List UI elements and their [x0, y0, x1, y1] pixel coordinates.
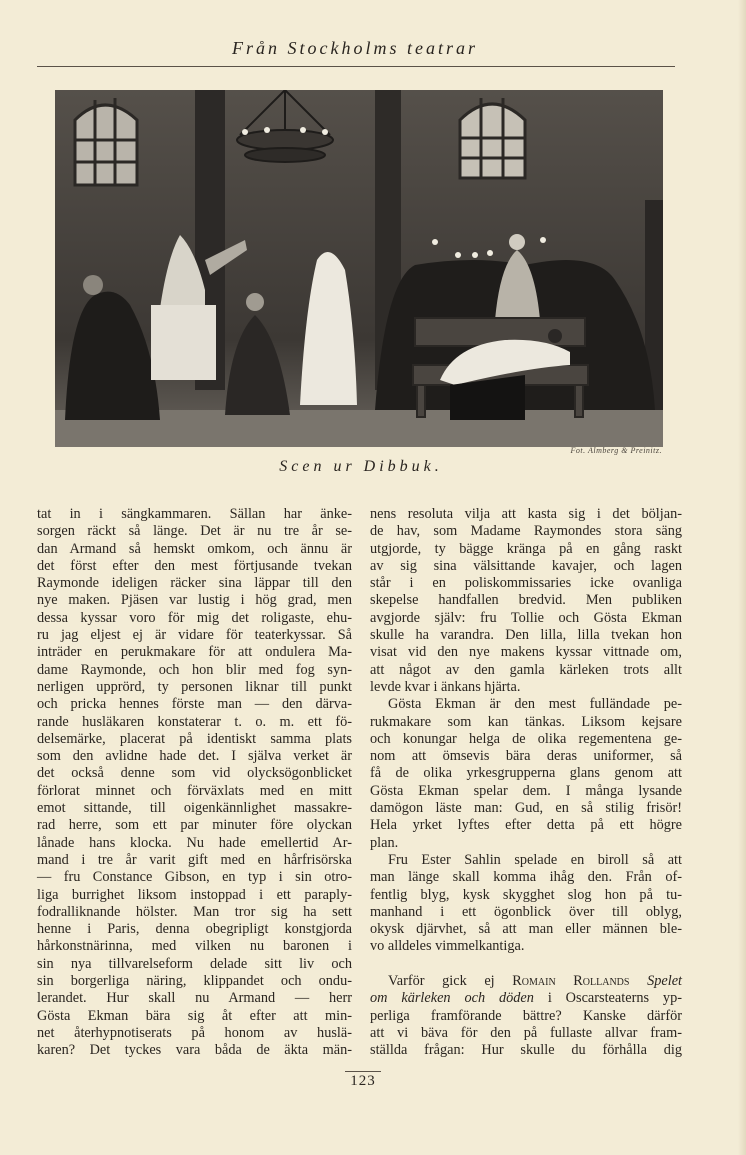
text-line: avgjorde själv: fru Tollie och Gösta Ekman [370, 609, 682, 626]
text-line: visat vid den nye makens kyssar vittnade om, [370, 644, 682, 661]
text-line: damögon läste man: Gud, en så stilig frisör! [370, 800, 682, 817]
author-name: Romain Rollands [512, 973, 630, 990]
text-span: Varför gick ej [388, 973, 513, 990]
text-line: Gösta Ekman är den mest fulländade pe- [388, 696, 682, 713]
header-rule [37, 66, 675, 67]
text-line: okysk djärvhet, så att man eller männen ble- [370, 921, 682, 938]
text-line: att något av den gamla kärleken trots allt [370, 661, 682, 678]
text-line [370, 990, 682, 1007]
text-line: Gösta Ekman bära sig åt efter att min- [37, 1007, 352, 1024]
text-line: vo alldeles vimmelkantiga. [370, 938, 525, 955]
photo-credit: Fot. Almberg & Preinitz. [570, 446, 662, 455]
text-line: utgjorde, ty bägge kränga på en gång raskt [370, 540, 682, 557]
text-line: som den avlidne hade det. I själva verket är [37, 748, 352, 765]
text-line: man länge skall komma ihåg den. Från of- [370, 869, 682, 886]
text-line: ru jag eljest ej är vidare för teaterkyssar. Så [37, 627, 352, 644]
text-line: henne i Paris, denna obegripligt konstgjorda [37, 921, 352, 938]
text-line: sin nya tillvarelseform delade sitt liv och [37, 955, 352, 972]
text-line: skulle ha varandra. Den lilla, lilla tvekan hon [370, 627, 682, 644]
text-line: karen? Det tyckes vara båda de äkta män- [37, 1042, 352, 1059]
text-line: fodralliknande hölster. Man tror sig ha sett [37, 903, 352, 920]
text-line: nom att ömsevis bära deras uniformer, så [370, 748, 682, 765]
work-title: Spelet [647, 973, 683, 990]
text-line: lånade hans klocka. Nu hade emellertid Ar- [37, 834, 352, 851]
text-line: dessa kyssar voro för mig det roligaste, ehu- [37, 609, 352, 626]
text-line: det först efter den mest förtjusande tvekan [37, 557, 352, 574]
text-column-left [37, 506, 352, 1060]
text-line: nye maken. Pjäsen var lustig i hög grad, men [37, 592, 352, 609]
text-line: perliga framförande bättre? Kanske därför [370, 1007, 682, 1024]
stage-scene-image [55, 90, 663, 447]
text-line: Raymonde ideligen räcker sina läppar till den [37, 575, 352, 592]
text-line: inträder en perukmakare för att ondulera Ma- [37, 644, 352, 661]
text-column-right [370, 506, 682, 1060]
paragraph-gap [370, 956, 682, 973]
text-line: Hela yrket lyftes efter detta på ett högre [370, 817, 682, 834]
text-line: av sig sina välsittande kavajer, och lagen [370, 557, 682, 574]
text-line: dame Raymonde, och hon blir med fog syn- [37, 661, 352, 678]
text-span [629, 973, 647, 989]
text-line: hårkonstnärinna, med vilken nu baronen i [37, 938, 352, 955]
text-line: delsemärke, placerat på identiskt samma plats [37, 730, 352, 747]
window-left [75, 98, 137, 185]
text-line: sorgen räckt så länge. Det är nu tre år se- [37, 523, 352, 540]
page-number-rule [345, 1071, 381, 1072]
text-line: det också denne som vid olycksögonblicket [37, 765, 352, 782]
page-number: 123 [350, 1073, 376, 1089]
text-line: och pricka hennes förste man — den därva- [37, 696, 352, 713]
text-line: tat in i sängkammaren. Sällan har änke- [37, 506, 352, 522]
text-line: liga burrighet liksom instoppad i ett paraply- [37, 886, 352, 903]
text-line: dan Armand så hemskt omkom, och ännu är [37, 540, 352, 557]
text-line: står i en poliskommissaries icke ovanliga [370, 575, 682, 592]
text-line: manhand i ett ögonblick över till oblyg, [370, 903, 682, 920]
text-line: rad herre, som ett par minuter före olyckan [37, 817, 352, 834]
text-line: och konungar helga de olika regementena ge- [370, 730, 682, 747]
text-line: de hav, som Madame Raymondes stora säng [370, 523, 682, 540]
text-line: sin borgerliga näring, klippandet och ondu- [37, 973, 352, 990]
page-edge [738, 0, 746, 1155]
text-line: förlorat minnet och förväxlats med en mitt [37, 782, 352, 799]
text-line: levde kvar i änkans hjärta. [370, 678, 521, 695]
text-line: — fru Constance Gibson, en typ i sin otro- [37, 869, 352, 886]
stage-photo [55, 90, 663, 447]
text-line: rande husläkaren konstaterar t. o. m. ett fö- [37, 713, 352, 730]
text-line: mand i tre år varit gift med en hårfrisörska [37, 851, 352, 868]
text-line: skepelse handfallen bredvid. Men publiken [370, 592, 682, 609]
text-line: net återhypnotiserats på honom av huslä- [37, 1024, 352, 1041]
text-line: att vi bäva för den på fullaste allvar fram- [370, 1024, 682, 1041]
text-line [370, 973, 682, 990]
text-line: nens resoluta vilja att kasta sig i det böljan- [370, 506, 682, 522]
text-line: Fru Ester Sahlin spelade en biroll så att [388, 851, 682, 868]
text-line: lerandet. Hur skall nu Armand — herr [37, 990, 352, 1007]
photo-caption: Scen ur Dibbuk. [279, 458, 443, 475]
text-line: Gösta Ekman spelar dem. I många lysande [370, 782, 682, 799]
text-line: nerligen upprörd, ty personen liknar till punkt [37, 678, 352, 695]
text-line: plan. [370, 834, 399, 851]
work-title: om kärleken och döden [370, 990, 534, 1007]
text-line: ställda frågan: Hur skulle du förhålla dig [370, 1042, 682, 1059]
text-line: få de olika yrkesgrupperna glans genom att [370, 765, 682, 782]
text-line: rukmakare som kan tänkas. Liksom kejsare [370, 713, 682, 730]
text-line: emot sittande, till oigenkännlighet massakre- [37, 800, 352, 817]
text-line: fentlig blyg, kysk skygghet slog hon på tu- [370, 886, 682, 903]
running-head: Från Stockholms teatrar [232, 38, 478, 58]
text-span: i Oscarsteaterns yp- [533, 990, 682, 1007]
